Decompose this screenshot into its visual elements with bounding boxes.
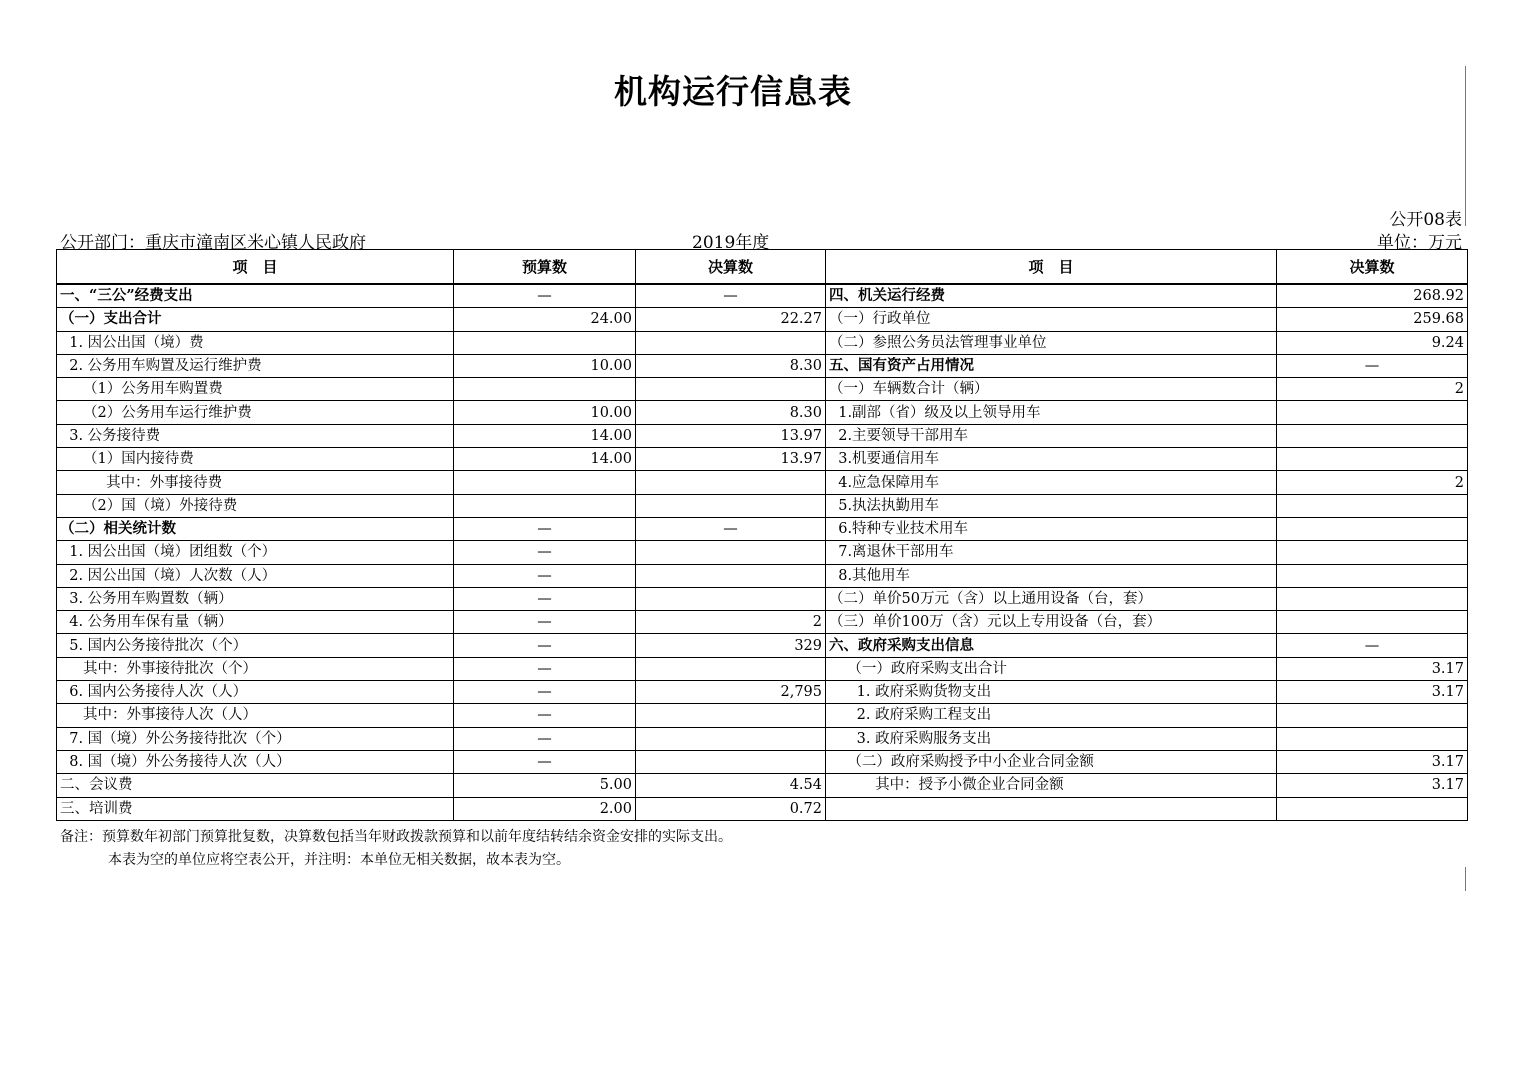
item-right-cell: （一）车辆数合计（辆）	[826, 378, 1277, 401]
item-left-cell: 其中：外事接待批次（个）	[57, 657, 454, 680]
item-right-cell: 2.主要领导干部用车	[826, 424, 1277, 447]
final-left-cell	[636, 494, 826, 517]
right-border-line-bottom	[1465, 867, 1466, 891]
table-header-row	[57, 250, 1468, 285]
final-left-cell	[636, 727, 826, 750]
item-left-cell: 6. 国内公务接待人次（人）	[57, 681, 454, 704]
item-left-cell: 5. 国内公务接待批次（个）	[57, 634, 454, 657]
final-left-cell: 2	[636, 611, 826, 634]
budget-cell: 14.00	[454, 424, 636, 447]
form-number: 公开08表	[1389, 210, 1462, 230]
final-right-cell: 9.24	[1277, 331, 1468, 354]
table-row	[57, 308, 1468, 331]
final-left-cell	[636, 750, 826, 773]
table-row	[57, 704, 1468, 727]
item-left-cell: 1. 因公出国（境）费	[57, 331, 454, 354]
table-row	[57, 448, 1468, 471]
budget-cell: 14.00	[454, 448, 636, 471]
item-left-cell: （二）相关统计数	[57, 517, 454, 540]
table-body	[57, 284, 1468, 820]
item-right-cell: 5.执法执勤用车	[826, 494, 1277, 517]
final-right-cell: 3.17	[1277, 750, 1468, 773]
budget-cell: —	[454, 727, 636, 750]
table-row	[57, 331, 1468, 354]
table-row	[57, 541, 1468, 564]
final-left-cell	[636, 587, 826, 610]
final-left-cell	[636, 704, 826, 727]
table-row	[57, 634, 1468, 657]
budget-cell: —	[454, 541, 636, 564]
budget-cell: —	[454, 517, 636, 540]
item-right-cell: 1.副部（省）级及以上领导用车	[826, 401, 1277, 424]
final-left-cell	[636, 378, 826, 401]
item-right-cell: （二）政府采购授予中小企业合同金额	[826, 750, 1277, 773]
final-right-cell	[1277, 494, 1468, 517]
final-right-cell	[1277, 587, 1468, 610]
item-right-cell: 3. 政府采购服务支出	[826, 727, 1277, 750]
final-left-cell: 13.97	[636, 448, 826, 471]
item-left-cell: 3. 公务用车购置数（辆）	[57, 587, 454, 610]
page-title: 机构运行信息表	[614, 72, 852, 111]
table-row	[57, 284, 1468, 308]
table-row	[57, 564, 1468, 587]
item-left-cell: 7. 国（境）外公务接待批次（个）	[57, 727, 454, 750]
budget-cell: —	[454, 611, 636, 634]
header-final-left: 决算数	[636, 250, 826, 285]
item-left-cell: 三、培训费	[57, 797, 454, 820]
final-right-cell	[1277, 704, 1468, 727]
item-right-cell: （三）单价100万（含）元以上专用设备（台，套）	[826, 611, 1277, 634]
final-left-cell: —	[636, 517, 826, 540]
budget-cell	[454, 494, 636, 517]
department-label: 公开部门：重庆市潼南区米心镇人民政府	[60, 233, 366, 253]
final-right-cell: 3.17	[1277, 657, 1468, 680]
final-right-cell	[1277, 564, 1468, 587]
budget-cell: 5.00	[454, 774, 636, 797]
final-right-cell: 3.17	[1277, 774, 1468, 797]
item-right-cell: 7.离退休干部用车	[826, 541, 1277, 564]
final-right-cell	[1277, 541, 1468, 564]
final-right-cell: 3.17	[1277, 681, 1468, 704]
item-left-cell: （1）公务用车购置费	[57, 378, 454, 401]
item-right-cell: 1. 政府采购货物支出	[826, 681, 1277, 704]
final-left-cell: 8.30	[636, 354, 826, 377]
table-row	[57, 681, 1468, 704]
header-budget: 预算数	[454, 250, 636, 285]
header-final-right: 决算数	[1277, 250, 1468, 285]
table-row	[57, 354, 1468, 377]
header-item-right: 项 目	[826, 250, 1277, 285]
final-left-cell: 2,795	[636, 681, 826, 704]
final-right-cell	[1277, 401, 1468, 424]
item-right-cell: 4.应急保障用车	[826, 471, 1277, 494]
table-row	[57, 378, 1468, 401]
item-right-cell	[826, 797, 1277, 820]
item-left-cell: 其中：外事接待人次（人）	[57, 704, 454, 727]
table-row	[57, 517, 1468, 540]
item-right-cell: 其中：授予小微企业合同金额	[826, 774, 1277, 797]
final-right-cell: —	[1277, 634, 1468, 657]
table-row	[57, 797, 1468, 820]
budget-cell	[454, 378, 636, 401]
item-left-cell: 2. 公务用车购置及运行维护费	[57, 354, 454, 377]
budget-cell: —	[454, 657, 636, 680]
right-border-line-top	[1465, 66, 1466, 226]
item-right-cell: （二）单价50万元（含）以上通用设备（台，套）	[826, 587, 1277, 610]
budget-cell: —	[454, 681, 636, 704]
table-row	[57, 611, 1468, 634]
budget-cell: —	[454, 587, 636, 610]
final-left-cell	[636, 541, 826, 564]
table-row	[57, 494, 1468, 517]
item-left-cell: 其中：外事接待费	[57, 471, 454, 494]
info-table	[56, 249, 1468, 821]
final-left-cell	[636, 564, 826, 587]
final-left-cell: 329	[636, 634, 826, 657]
budget-cell: 10.00	[454, 401, 636, 424]
budget-cell: 24.00	[454, 308, 636, 331]
note-line-1: 备注：预算数年初部门预算批复数，决算数包括当年财政拨款预算和以前年度结转结余资金安排的实际支出。	[60, 829, 732, 845]
final-left-cell: 4.54	[636, 774, 826, 797]
item-right-cell: 6.特种专业技术用车	[826, 517, 1277, 540]
item-right-cell: 3.机要通信用车	[826, 448, 1277, 471]
header-item-left: 项 目	[57, 250, 454, 285]
final-right-cell: 2	[1277, 471, 1468, 494]
final-left-cell: —	[636, 284, 826, 308]
budget-cell: —	[454, 634, 636, 657]
final-right-cell	[1277, 611, 1468, 634]
item-right-cell: 2. 政府采购工程支出	[826, 704, 1277, 727]
final-left-cell: 13.97	[636, 424, 826, 447]
table-row	[57, 657, 1468, 680]
table-row	[57, 750, 1468, 773]
table-row	[57, 401, 1468, 424]
final-right-cell	[1277, 448, 1468, 471]
budget-cell	[454, 471, 636, 494]
final-right-cell	[1277, 727, 1468, 750]
final-left-cell: 8.30	[636, 401, 826, 424]
item-left-cell: 3. 公务接待费	[57, 424, 454, 447]
table-row	[57, 774, 1468, 797]
item-left-cell: （1）国内接待费	[57, 448, 454, 471]
final-right-cell: 259.68	[1277, 308, 1468, 331]
table-row	[57, 424, 1468, 447]
final-right-cell: 2	[1277, 378, 1468, 401]
item-left-cell: 8. 国（境）外公务接待人次（人）	[57, 750, 454, 773]
item-right-cell: （一）行政单位	[826, 308, 1277, 331]
table-row	[57, 471, 1468, 494]
item-left-cell: 1. 因公出国（境）团组数（个）	[57, 541, 454, 564]
item-left-cell: 2. 因公出国（境）人次数（人）	[57, 564, 454, 587]
item-left-cell: 一、“三公”经费支出	[57, 284, 454, 308]
budget-cell	[454, 331, 636, 354]
final-left-cell: 0.72	[636, 797, 826, 820]
table-row	[57, 587, 1468, 610]
final-right-cell	[1277, 797, 1468, 820]
budget-cell: —	[454, 564, 636, 587]
item-right-cell: 五、国有资产占用情况	[826, 354, 1277, 377]
item-right-cell: （二）参照公务员法管理事业单位	[826, 331, 1277, 354]
table-row	[57, 727, 1468, 750]
budget-cell: 2.00	[454, 797, 636, 820]
final-left-cell	[636, 657, 826, 680]
item-right-cell: 六、政府采购支出信息	[826, 634, 1277, 657]
item-right-cell: 四、机关运行经费	[826, 284, 1277, 308]
note-line-2: 本表为空的单位应将空表公开，并注明：本单位无相关数据，故本表为空。	[108, 852, 570, 868]
item-left-cell: 二、会议费	[57, 774, 454, 797]
budget-cell: —	[454, 750, 636, 773]
final-right-cell: 268.92	[1277, 284, 1468, 308]
budget-cell: —	[454, 284, 636, 308]
item-left-cell: （2）公务用车运行维护费	[57, 401, 454, 424]
final-right-cell: —	[1277, 354, 1468, 377]
item-left-cell: 4. 公务用车保有量（辆）	[57, 611, 454, 634]
final-left-cell	[636, 331, 826, 354]
item-left-cell: （2）国（境）外接待费	[57, 494, 454, 517]
item-right-cell: （一）政府采购支出合计	[826, 657, 1277, 680]
budget-cell: 10.00	[454, 354, 636, 377]
budget-cell: —	[454, 704, 636, 727]
item-right-cell: 8.其他用车	[826, 564, 1277, 587]
final-left-cell	[636, 471, 826, 494]
item-left-cell: （一）支出合计	[57, 308, 454, 331]
final-right-cell	[1277, 517, 1468, 540]
fiscal-year: 2019年度	[692, 233, 770, 253]
final-right-cell	[1277, 424, 1468, 447]
unit-label: 单位：万元	[1377, 233, 1462, 253]
final-left-cell: 22.27	[636, 308, 826, 331]
